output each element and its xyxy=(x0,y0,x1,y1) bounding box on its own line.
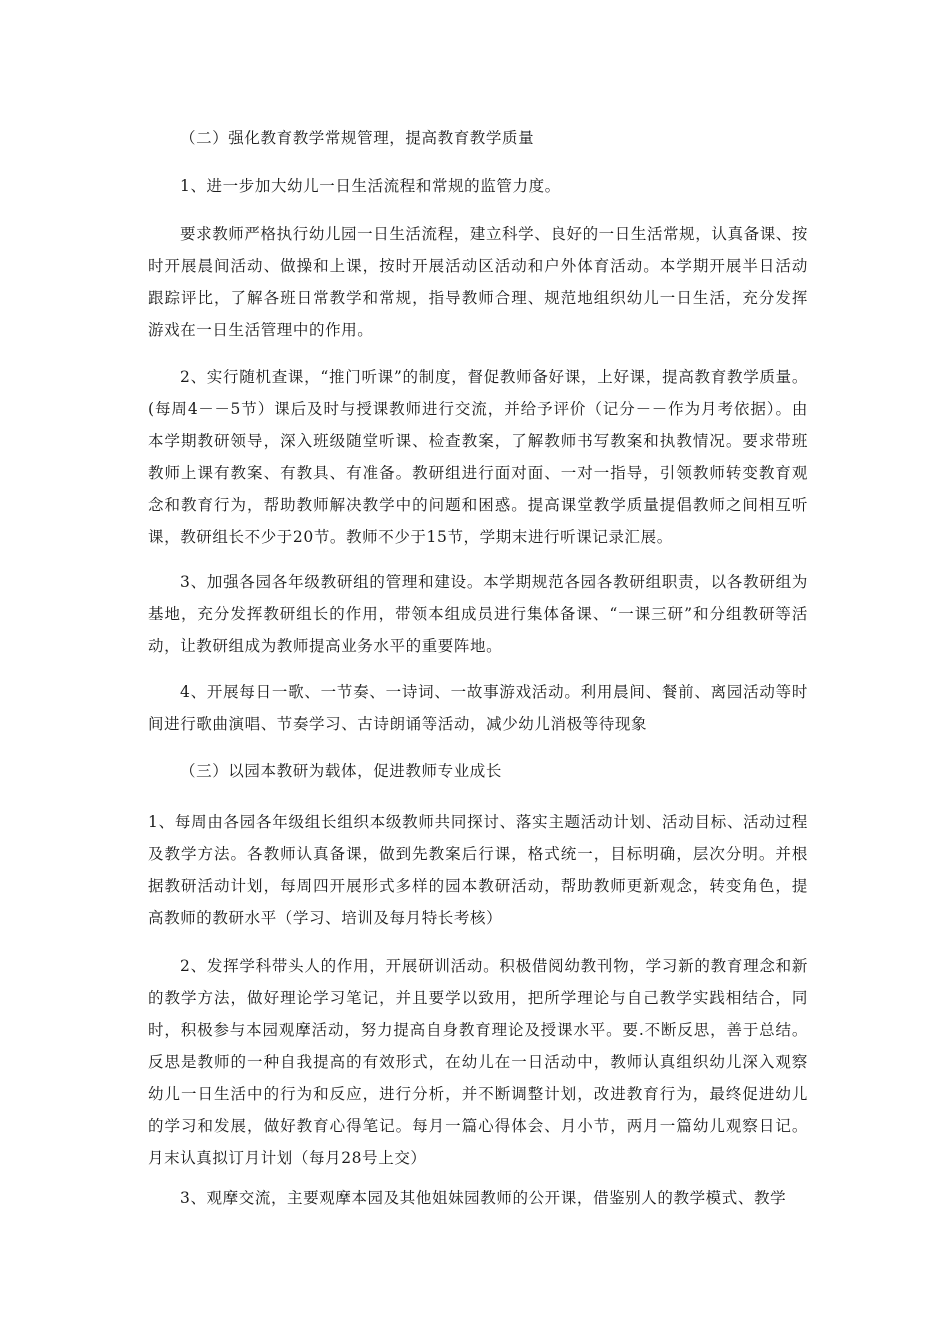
section-2-item-4: 4、开展每日一歌、一节奏、一诗词、一故事游戏活动。利用晨间、餐前、离园活动等时间进行歌曲演唱、节奏学习、古诗朗诵等活动，减少幼儿消极等待现象 xyxy=(148,683,808,733)
section-2-item-3: 3、加强各园各年级教研组的管理和建设。本学期规范各园各教研组职责，以各教研组为基地，充分发挥教研组长的作用，带领本组成员进行集体备课、“一课三研”和分组教研等活动，让教研组成为教师提高业务水平的重要阵地。 xyxy=(148,573,808,655)
section-2-heading: （二）强化教育教学常规管理，提高教育教学质量 xyxy=(180,129,535,147)
section-2-item-1-title: 1、进一步加大幼儿一日生活流程和常规的监管力度。 xyxy=(180,177,561,195)
section-2-item-2: 2、实行随机查课，“推门听课”的制度，督促教师备好课，上好课，提高教育教学质量。(每周4－－5节）课后及时与授课教师进行交流，并给予评价（记分－－作为月考依据）。由本学期教研领导，深入班级随堂听课、检查教案，了解教师书写教案和执教情况。要求带班教师上课有教案、有教具、有准备。教研组进行面对面、一对一指导，引领教师转变教育观念和教育行为，帮助教师解决教学中的问题和困惑。提高课堂教学质量提倡教师之间相互听课，教研组长不少于20节。教师不少于15节，学期末进行听课记录汇展。 xyxy=(148,368,808,546)
section-3-item-2: 2、发挥学科带头人的作用，开展研训活动。积极借阅幼教刊物，学习新的教育理念和新的教学方法，做好理论学习笔记，并且要学以致用，把所学理论与自己教学实践相结合，同时，积极参与本园观摩活动，努力提高自身教育理论及授课水平。要.不断反思，善于总结。反思是教师的一种自我提高的有效形式，在幼儿在一日活动中，教师认真组织幼儿深入观察幼儿一日生活中的行为和反应，进行分析，并不断调整计划，改进教育行为，最终促进幼儿的学习和发展，做好教育心得笔记。每月一篇心得体会、月小节，两月一篇幼儿观察日记。月末认真拟订月计划（每月28号上交） xyxy=(148,957,808,1167)
section-3-heading: （三）以园本教研为载体，促进教师专业成长 xyxy=(180,762,503,780)
section-2-item-1-body: 要求教师严格执行幼儿园一日生活流程，建立科学、良好的一日生活常规，认真备课、按时开展晨间活动、做操和上课，按时开展活动区活动和户外体育活动。本学期开展半日活动跟踪评比，了解各班日常教学和常规，指导教师合理、规范地组织幼儿一日生活，充分发挥游戏在一日生活管理中的作用。 xyxy=(148,225,808,339)
section-3-item-1: 1、每周由各园各年级组长组织本级教师共同探讨、落实主题活动计划、活动目标、活动过程及教学方法。各教师认真备课，做到先教案后行课，格式统一，目标明确，层次分明。并根据教研活动计划，每周四开展形式多样的园本教研活动，帮助教师更新观念，转变角色，提高教师的教研水平（学习、培训及每月特长考核） xyxy=(148,813,808,927)
section-3-item-3: 3、观摩交流，主要观摩本园及其他姐妹园教师的公开课，借鉴别人的教学模式、教学 xyxy=(180,1189,787,1207)
